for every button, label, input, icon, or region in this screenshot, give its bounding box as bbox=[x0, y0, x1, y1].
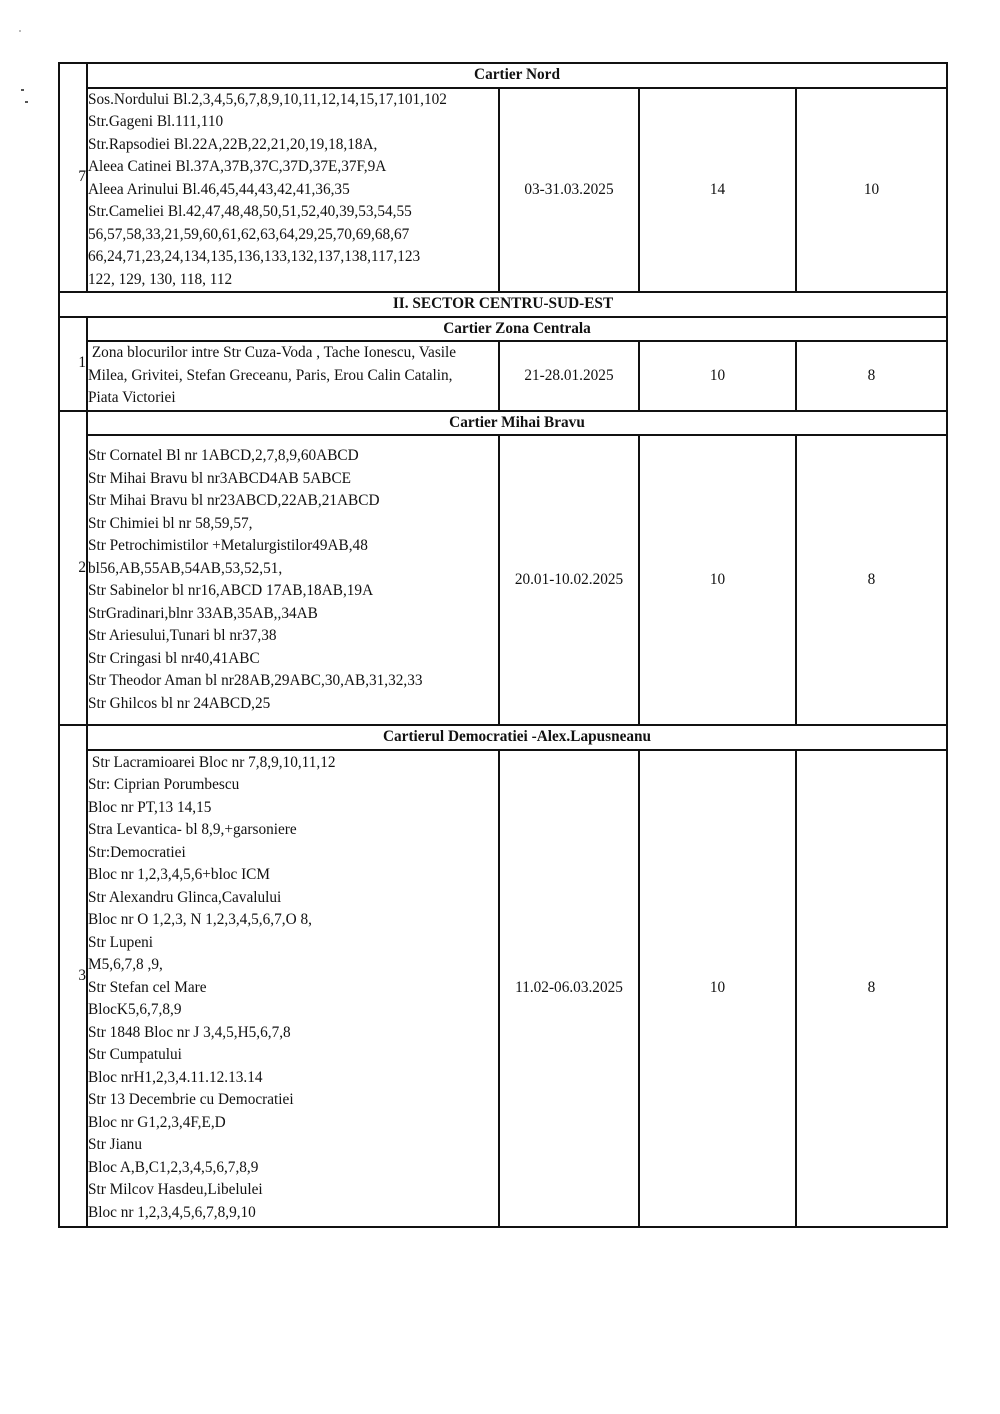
value-b-cell: 8 bbox=[796, 435, 947, 725]
address-line: Str Cringasi bl nr40,41ABC bbox=[88, 649, 260, 667]
value-b-cell: 8 bbox=[796, 341, 947, 411]
schedule-table bbox=[58, 62, 948, 1228]
address-line: Stra Levantica- bl 8,9,+garsoniere bbox=[88, 821, 297, 839]
section-data-row bbox=[59, 88, 947, 293]
address-line: Str Ghilcos bl nr 24ABCD,25 bbox=[88, 694, 271, 712]
address-line: Str Theodor Aman bl nr28AB,29ABC,30,AB,31,32,33 bbox=[88, 672, 423, 689]
address-line: M5,6,7,8 ,9, bbox=[88, 956, 163, 974]
address-line: 66,24,71,23,24,134,135,136,133,132,137,138,117,123 bbox=[88, 248, 421, 265]
address-line: Str Alexandru Glinca,Cavalului bbox=[88, 888, 282, 906]
address-line: Str.Cameliei Bl.42,47,48,48,50,51,52,40,39,53,54,55 bbox=[88, 203, 412, 220]
address-line: Bloc nrH1,2,3,4.11.12.13.14 bbox=[88, 1068, 263, 1086]
margin-mark bbox=[25, 101, 28, 103]
row-number: 2 bbox=[59, 411, 87, 726]
address-line: Str Petrochimistilor +Metalurgistilor49AB,48 bbox=[88, 537, 368, 554]
address-line: Str Lupeni bbox=[88, 933, 154, 951]
address-line: Str Mihai Bravu bl nr3ABCD4AB 5ABCE bbox=[88, 469, 352, 487]
address-line: Bloc nr O 1,2,3, N 1,2,3,4,5,6,7,O 8, bbox=[88, 911, 312, 929]
period-cell: 11.02-06.03.2025 bbox=[499, 750, 639, 1227]
address-line: Str Jianu bbox=[88, 1136, 142, 1154]
schedule-document bbox=[58, 62, 946, 1228]
margin-mark bbox=[21, 89, 24, 91]
row-number: 7 bbox=[59, 63, 87, 292]
address-cell bbox=[87, 88, 499, 293]
sector-heading-row bbox=[59, 292, 947, 317]
section-header-row bbox=[59, 317, 947, 342]
address-line: Bloc nr G1,2,3,4F,E,D bbox=[88, 1113, 226, 1131]
address-line: Str Ariesului,Tunari bl nr37,38 bbox=[88, 627, 277, 644]
value-a-cell: 10 bbox=[639, 435, 796, 725]
period-cell: 20.01-10.02.2025 bbox=[499, 435, 639, 725]
address-line: Sos.Nordului Bl.2,3,4,5,6,7,8,9,10,11,12,14,15,17,101,102 bbox=[88, 90, 447, 108]
address-line: Aleea Arinului Bl.46,45,44,43,42,41,36,35 bbox=[88, 180, 350, 198]
address-line: Str.Gageni Bl.111,110 bbox=[88, 113, 224, 130]
value-b-cell: 8 bbox=[796, 750, 947, 1227]
neighborhood-title: Cartier Nord bbox=[87, 63, 947, 88]
row-number: 1 bbox=[59, 317, 87, 411]
address-line: Zona blocurilor intre Str Cuza-Voda , Tache Ionescu, Vasile bbox=[88, 344, 457, 361]
address-line: Str 13 Decembrie cu Democratiei bbox=[88, 1091, 294, 1109]
address-cell bbox=[87, 341, 499, 411]
value-b-cell: 10 bbox=[796, 88, 947, 293]
address-line: Str:Democratiei bbox=[88, 843, 186, 861]
address-line: Str Sabinelor bl nr16,ABCD 17AB,18AB,19A bbox=[88, 582, 374, 599]
address-cell bbox=[87, 750, 499, 1227]
row-number: 3 bbox=[59, 725, 87, 1227]
section-data-row bbox=[59, 750, 947, 1227]
address-cell bbox=[87, 435, 499, 725]
address-line: Bloc nr 1,2,3,4,5,6,7,8,9,10 bbox=[88, 1203, 256, 1221]
address-line: Aleea Catinei Bl.37A,37B,37C,37D,37E,37F,9A bbox=[88, 158, 387, 175]
neighborhood-title: Cartierul Democratiei -Alex.Lapusneanu bbox=[87, 725, 947, 750]
address-line: Str Chimiei bl nr 58,59,57, bbox=[88, 514, 253, 532]
address-line: bl56,AB,55AB,54AB,53,52,51, bbox=[88, 559, 283, 577]
address-line: Str.Rapsodiei Bl.22A,22B,22,21,20,19,18,18A, bbox=[88, 135, 378, 153]
section-header-row bbox=[59, 411, 947, 436]
section-data-row bbox=[59, 435, 947, 725]
address-line: Str Stefan cel Mare bbox=[88, 978, 207, 996]
address-line: Bloc nr 1,2,3,4,5,6+bloc ICM bbox=[88, 866, 270, 884]
period-cell: 21-28.01.2025 bbox=[499, 341, 639, 411]
value-a-cell: 10 bbox=[639, 750, 796, 1227]
period-cell: 03-31.03.2025 bbox=[499, 88, 639, 293]
value-a-cell: 14 bbox=[639, 88, 796, 293]
section-header-row bbox=[59, 725, 947, 750]
address-line: Str: Ciprian Porumbescu bbox=[88, 776, 240, 794]
address-line: Str Mihai Bravu bl nr23ABCD,22AB,21ABCD bbox=[88, 492, 380, 509]
value-a-cell: 10 bbox=[639, 341, 796, 411]
address-line: Str Lacramioarei Bloc nr 7,8,9,10,11,12 bbox=[88, 753, 336, 771]
section-header-row bbox=[59, 63, 947, 88]
address-line: 122, 129, 130, 118, 112 bbox=[88, 270, 233, 288]
neighborhood-title: Cartier Mihai Bravu bbox=[87, 411, 947, 436]
margin-mark bbox=[19, 30, 21, 32]
address-line: Str Milcov Hasdeu,Libelulei bbox=[88, 1181, 263, 1199]
sector-heading: II. SECTOR CENTRU-SUD-EST bbox=[59, 292, 947, 317]
address-line: Bloc A,B,C1,2,3,4,5,6,7,8,9 bbox=[88, 1158, 259, 1176]
address-line: Bloc nr PT,13 14,15 bbox=[88, 798, 212, 816]
address-line: Str 1848 Bloc nr J 3,4,5,H5,6,7,8 bbox=[88, 1023, 291, 1041]
neighborhood-title: Cartier Zona Centrala bbox=[87, 317, 947, 342]
address-line: BlocK5,6,7,8,9 bbox=[88, 1001, 182, 1019]
address-line: Milea, Grivitei, Stefan Greceanu, Paris, Erou Calin Catalin, bbox=[88, 366, 453, 384]
address-line: 56,57,58,33,21,59,60,61,62,63,64,29,25,70,69,68,67 bbox=[88, 225, 410, 243]
address-line: Piata Victoriei bbox=[88, 389, 176, 406]
section-data-row bbox=[59, 341, 947, 411]
address-line: Str Cumpatului bbox=[88, 1046, 182, 1064]
address-line: StrGradinari,blnr 33AB,35AB,,34AB bbox=[88, 604, 318, 622]
address-line: Str Cornatel Bl nr 1ABCD,2,7,8,9,60ABCD bbox=[88, 447, 359, 464]
